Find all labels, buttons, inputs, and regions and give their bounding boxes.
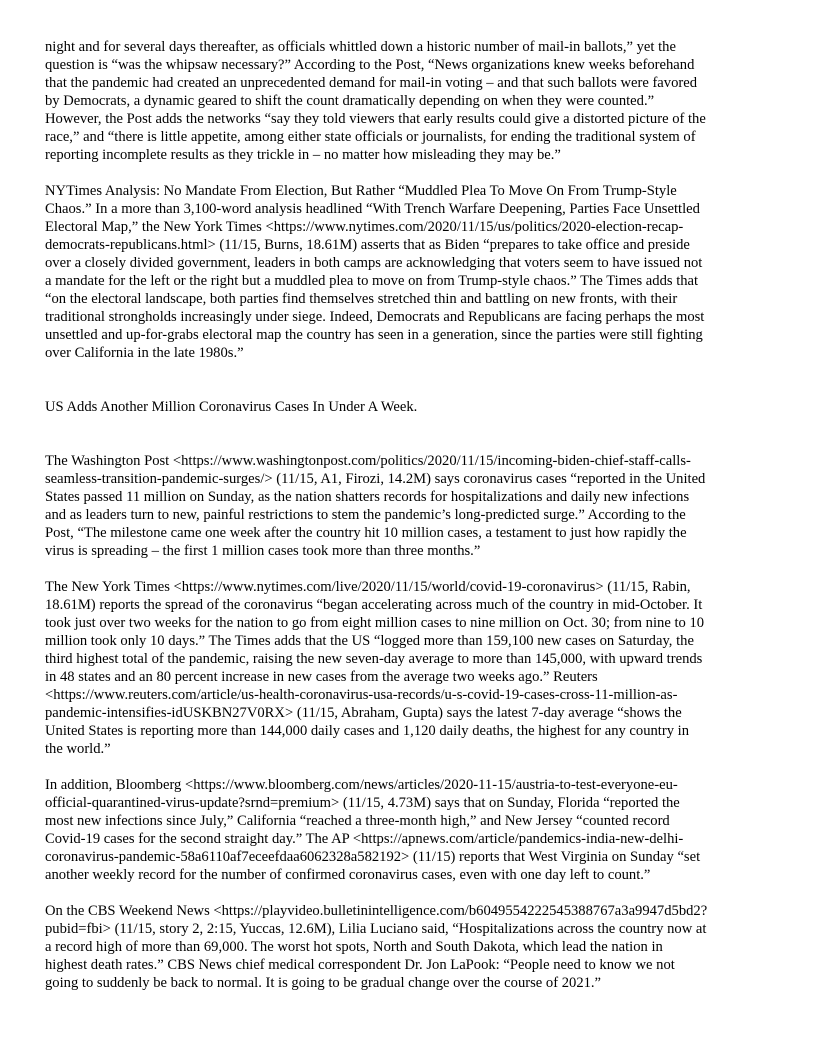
paragraph-new-york-times: The New York Times <https://www.nytimes.com/live/2020/11/15/world/covid-19-coronavirus> (11/15, Rabin, 18.61M) reports the spread of the coronavirus “began accelerating across much of the country in mid-October. It took just over two weeks for the nation to go from eight million cases to nine million on Oct. 30; from nine to 10 million took only 10 days.” The Times adds that the US “logged more than 159,100 new cases on Saturday, the third highest total of the pandemic, raising the new seven-day average to more than 145,000, with upward trends in 48 states and an 80 percent increase in new cases from the average two weeks ago.” Reuters <https://www.reuters.com/article/us-health-coronavirus-usa-records/u-s-covid-19-cases-cross-11-million-as- pandemic-intensifies-idUSKBN27V0RX> (11/15, Abraham, Gupta) says the latest 7-day average “shows the United States is reporting more than 144,000 daily cases and 1,120 daily deaths, the highest for any country in the world.”: [45, 579, 705, 757]
section-heading: US Adds Another Million Coronavirus Cases In Under A Week.: [45, 399, 418, 415]
document-page: [45, 38, 773, 1010]
paragraph-washington-post: The Washington Post <https://www.washingtonpost.com/politics/2020/11/15/incoming-biden-chief-staff-calls- seamless-transition-pandemic-surges/> (11/15, A1, Firozi, 14.2M) says coronavirus cases “reported in the United States passed 11 million on Sunday, as the nation shatters records for hospitalizations and daily new infections and as leaders turn to new, painful restrictions to stem the pandemic’s long-predicted surge.” According to the Post, “The milestone came one week after the country hit 10 million cases, a testament to just how rapidly the virus is spreading – the first 1 million cases took more than three months.”: [45, 453, 706, 559]
paragraph-cbs-weekend-news: On the CBS Weekend News <https://playvideo.bulletinintelligence.com/b6049554222545388767a3a9947d5bd2? pubid=fbi> (11/15, story 2, 2:15, Yuccas, 12.6M), Lilia Luciano said, “Hospitalizations across the country now at a record high of more than 69,000. The worst hot spots, North and South Dakota, which lead the nation in highest death rates.” CBS News chief medical correspondent Dr. Jon LaPook: “People need to know we not going to suddenly be back to normal. It is going to be gradual change over the course of 2021.”: [45, 903, 708, 991]
paragraph-bloomberg: In addition, Bloomberg <https://www.bloomberg.com/news/articles/2020-11-15/austria-to-test-everyone-eu- official-quarantined-virus-update?srnd=premium> (11/15, 4.73M) says that on Sunday, Florida “reported the most new infections since July,” California “reached a three-month high,” and New Jersey “counted record Covid-19 cases for the second straight day.” The AP <https://apnews.com/article/pandemics-india-new-delhi- coronavirus-pandemic-58a6110af7eceefdaa6062328a582192> (11/15) reports that West Virginia on Sunday “set another weekly record for the number of confirmed coronavirus cases, even with one day left to count.”: [45, 777, 701, 883]
paragraph-nytimes-analysis: NYTimes Analysis: No Mandate From Election, But Rather “Muddled Plea To Move On From Trump-Style Chaos.” In a more than 3,100-word analysis headlined “With Trench Warfare Deepening, Parties Face Unsettled Electoral Map,” the New York Times <https://www.nytimes.com/2020/11/15/us/politics/2020-election-recap- democrats-republicans.html> (11/15, Burns, 18.61M) asserts that as Biden “prepares to take office and preside over a closely divided government, leaders in both camps are acknowledging that voters seem to have issued not a mandate for the left or the right but a muddled plea to move on from Trump-style chaos.” The Times adds that “on the electoral landscape, both parties find themselves stretched thin and battling on new fronts, with their traditional strongholds increasingly under siege. Indeed, Democrats and Republicans are facing perhaps the most unsettled and up-for-grabs electoral map the country has seen in a generation, since the parties were still fighting over California in the late 1980s.”: [45, 183, 705, 361]
paragraph-mail-in-ballots: night and for several days thereafter, as officials whittled down a historic number of mail-in ballots,” yet the question is “was the whipsaw necessary?” According to the Post, “News organizations knew weeks beforehand that the pandemic had created an unprecedented demand for mail-in voting – and that such ballots were favored by Democrats, a dynamic geared to shift the count dramatically depending on when they were counted.” However, the Post adds the networks “say they told viewers that early results could give a distorted picture of the race,” and “there is little appetite, among either state officials or journalists, for ending the traditional system of reporting incomplete results as they trickle in – no matter how misleading they may be.”: [45, 39, 706, 163]
